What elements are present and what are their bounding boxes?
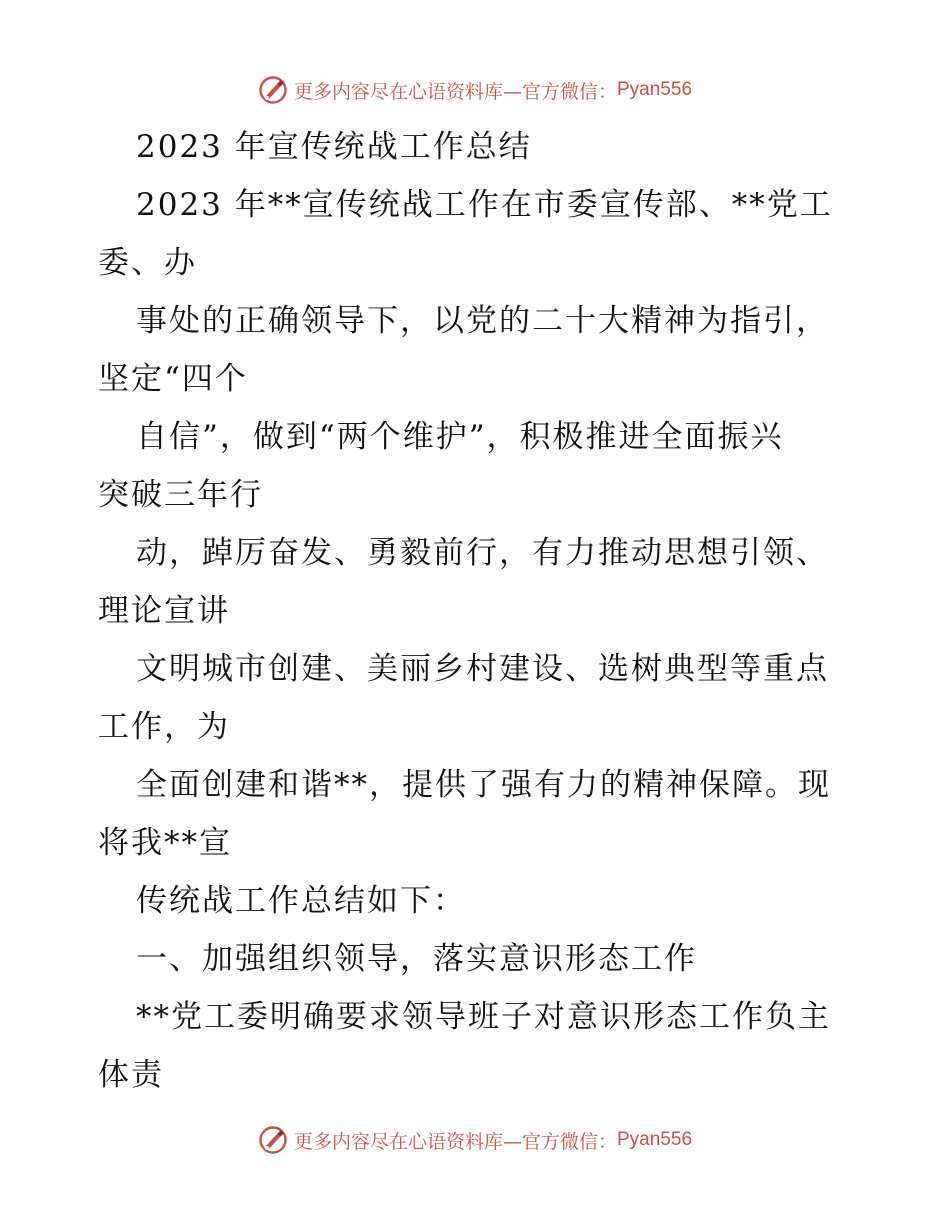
document-body: [98, 118, 858, 1104]
text-line: **党工委明确要求领导班子对意识形态工作负主: [136, 999, 831, 1035]
text-line: 将我**宣: [98, 825, 232, 861]
section-heading: 一、加强组织领导，落实意识形态工作: [136, 941, 697, 977]
text-line: 自信”，做到“两个维护”，积极推进全面振兴: [136, 419, 784, 455]
text-line: 文明城市创建、美丽乡村建设、选树典型等重点: [136, 651, 829, 687]
text-line: 事处的正确领导下，以党的二十大精神为指引，: [136, 303, 829, 339]
header-watermark-banner: [0, 70, 950, 110]
text-line: 体责: [98, 1057, 164, 1093]
document-title: 2023 年宣传统战工作总结: [136, 129, 532, 165]
banner-text: 更多内容尽在心语资料库—官方微信：: [293, 80, 617, 103]
text-line: 2023 年**宣传统战工作在市委宣传部、**党工: [136, 187, 833, 223]
text-line: 工作，为: [98, 709, 230, 745]
wechat-id: Pyan556: [617, 79, 693, 100]
text-line: 坚定“四个: [98, 361, 248, 397]
text-line: 动，踔厉奋发、勇毅前行，有力推动思想引领、: [136, 535, 829, 571]
text-line: 突破三年行: [98, 477, 263, 513]
text-line: 委、办: [98, 245, 197, 281]
text-line: 理论宣讲: [98, 593, 230, 629]
pen-logo-icon: [258, 1125, 288, 1155]
text-line: 传统战工作总结如下：: [136, 883, 466, 919]
footer-watermark-banner: [0, 1120, 950, 1160]
text-line: 全面创建和谐**，提供了强有力的精神保障。现: [136, 767, 831, 803]
wechat-id: Pyan556: [617, 1129, 693, 1150]
pen-logo-icon: [258, 75, 288, 105]
banner-text: 更多内容尽在心语资料库—官方微信：: [293, 1130, 617, 1153]
